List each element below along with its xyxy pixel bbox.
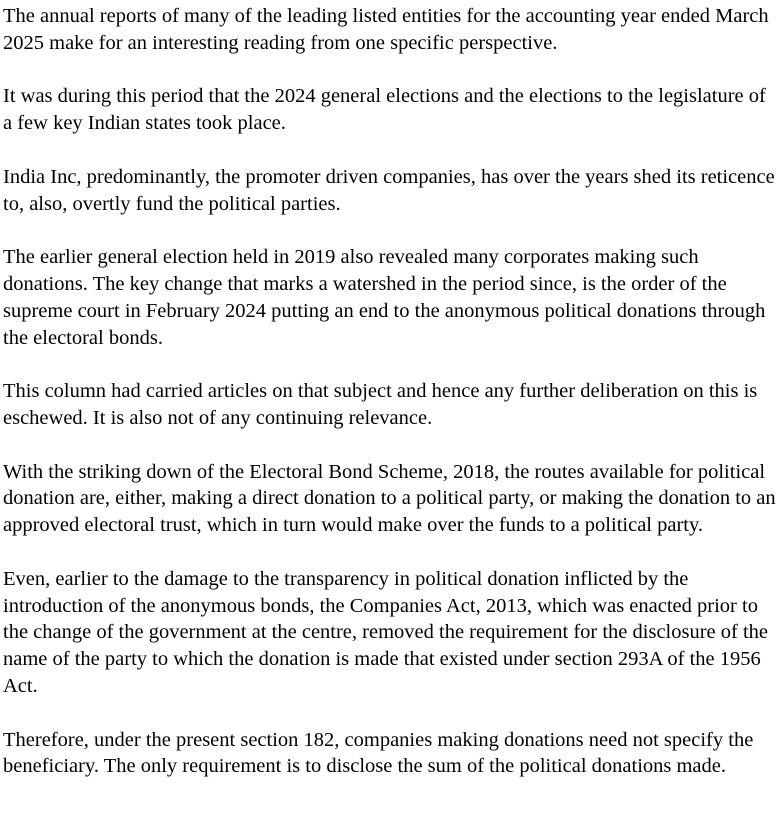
paragraph-4: The earlier general election held in 2019 also revealed many corporates making such donations. The key change that marks a watershed in the period since, is the order of the supreme court in February 2024 putting an end to the anonymous political donations through the electoral bonds. — [3, 246, 766, 349]
article-body — [3, 3, 778, 807]
paragraph-8: Therefore, under the present section 182, companies making donations need not specify the beneficiary. The only requirement is to disclose the sum of the political donations made. — [3, 728, 754, 778]
paragraph-1: The annual reports of many of the leading listed entities for the accounting year ended March 2025 make for an interesting reading from one specific perspective. — [3, 5, 769, 54]
paragraph-3: India Inc, predominantly, the promoter driven companies, has over the years shed its reticence to, also, overtly fund the political parties. — [3, 165, 775, 215]
paragraph-6: With the striking down of the Electoral Bond Scheme, 2018, the routes available for political donation are, either, making a direct donation to a political party, or making the donation to an approved electoral trust, which in turn would make over the funds to a political party. — [3, 460, 776, 537]
paragraph-5: This column had carried articles on that subject and hence any further deliberation on this is eschewed. It is also not of any continuing relevance. — [3, 380, 758, 429]
paragraph-7: Even, earlier to the damage to the transparency in political donation inflicted by the introduction of the anonymous bonds, the Companies Act, 2013, which was enacted prior to the change of the government at the centre, removed the requirement for the disclosure of the name of the party to which the donation is made that existed under section 293A of the 1956 Act. — [3, 567, 769, 697]
paragraph-2: It was during this period that the 2024 general elections and the elections to the legislature of a few key Indian states took place. — [3, 85, 766, 135]
